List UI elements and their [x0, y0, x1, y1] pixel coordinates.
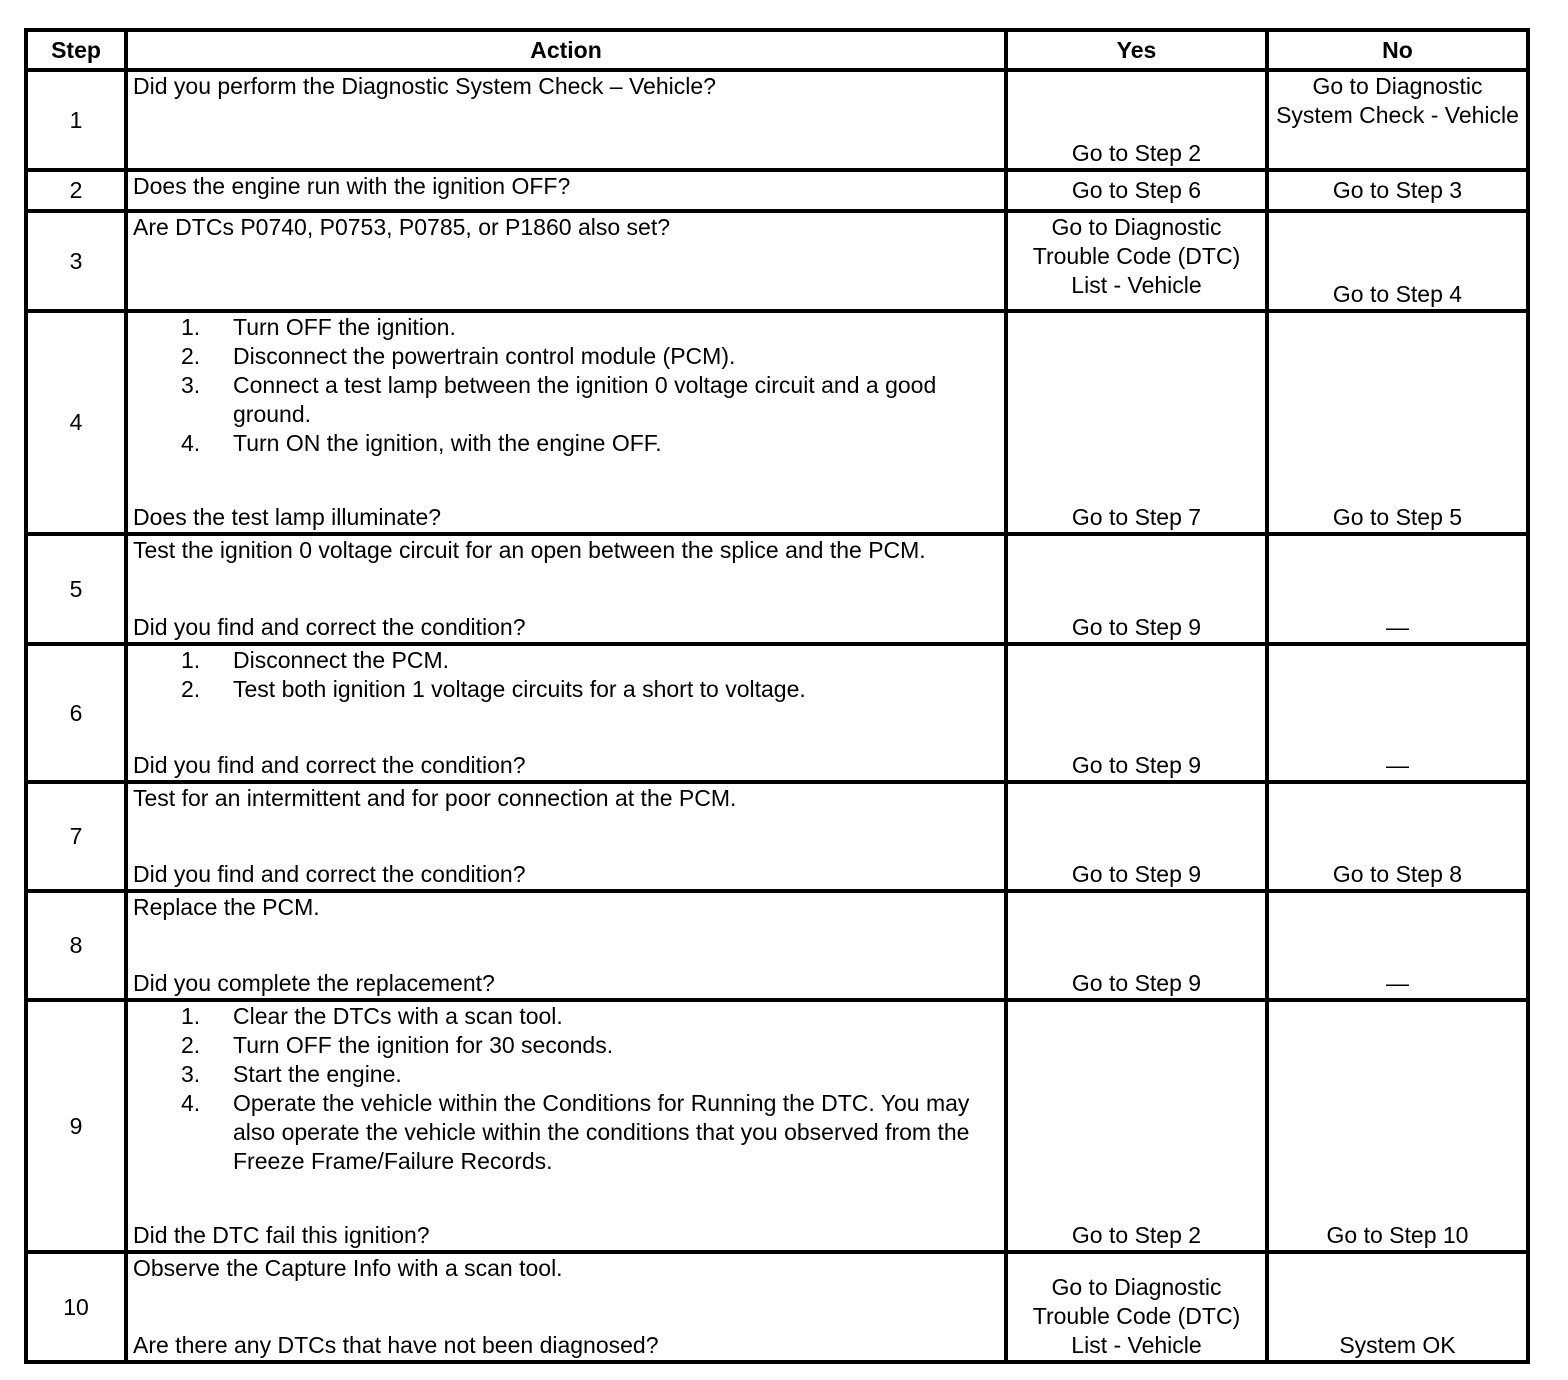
no-outcome: Go to Step 4 [1267, 211, 1528, 311]
action-text: Test for an intermittent and for poor connection at the PCM. [133, 785, 737, 811]
step-number: 2 [26, 170, 126, 211]
yes-outcome: Go to Step 9 [1006, 782, 1267, 891]
yes-outcome: Go to Step 6 [1006, 170, 1267, 211]
list-item-number: 1. [181, 314, 201, 340]
header-row [26, 30, 1528, 70]
table-row [26, 311, 1528, 534]
list-item-number: 2. [181, 1032, 201, 1058]
yes-outcome: Go to Step 9 [1006, 891, 1267, 1000]
action-cell [126, 891, 1006, 1000]
no-outcome: Go to Step 5 [1267, 311, 1528, 534]
no-outcome: — [1267, 891, 1528, 1000]
list-item [181, 313, 999, 342]
list-item-text: Turn OFF the ignition. [233, 314, 456, 340]
action-cell [126, 170, 1006, 211]
list-item-text: Disconnect the powertrain control module (PCM). [233, 343, 736, 369]
header-step: Step [26, 30, 126, 70]
step-number: 6 [26, 644, 126, 782]
action-cell [126, 782, 1006, 891]
action-cell [126, 644, 1006, 782]
diagnostic-table [24, 28, 1530, 1364]
action-cell [126, 311, 1006, 534]
step-number: 4 [26, 311, 126, 534]
header-no: No [1267, 30, 1528, 70]
table-row [26, 211, 1528, 311]
list-item [181, 1002, 999, 1031]
step-number: 5 [26, 534, 126, 644]
no-outcome: Go to Step 8 [1267, 782, 1528, 891]
table-row [26, 782, 1528, 891]
action-text: Did you perform the Diagnostic System Check – Vehicle? [133, 73, 716, 99]
list-item-text: Start the engine. [233, 1061, 402, 1087]
action-question: Did you find and correct the condition? [133, 752, 526, 778]
action-text: Test the ignition 0 voltage circuit for an open between the splice and the PCM. [133, 537, 926, 563]
action-question: Did you find and correct the condition? [133, 614, 526, 640]
table-row [26, 891, 1528, 1000]
yes-outcome: Go to Step 2 [1006, 70, 1267, 170]
header-yes: Yes [1006, 30, 1267, 70]
action-steps-list [133, 1002, 999, 1176]
yes-outcome: Go to Step 9 [1006, 644, 1267, 782]
table-body [26, 70, 1528, 1362]
list-item-text: Turn OFF the ignition for 30 seconds. [233, 1032, 614, 1058]
action-question: Does the test lamp illuminate? [133, 504, 442, 530]
no-outcome: — [1267, 534, 1528, 644]
action-question: Did the DTC fail this ignition? [133, 1222, 430, 1248]
no-outcome: — [1267, 644, 1528, 782]
yes-outcome: Go to Diagnostic Trouble Code (DTC) List - Vehicle [1006, 1252, 1267, 1362]
action-steps-list [133, 313, 999, 458]
list-item [181, 342, 999, 371]
list-item-text: Disconnect the PCM. [233, 647, 450, 673]
action-question: Are there any DTCs that have not been diagnosed? [133, 1332, 659, 1358]
action-cell [126, 211, 1006, 311]
list-item [181, 1060, 999, 1089]
table-row [26, 1252, 1528, 1362]
list-item-text: Turn ON the ignition, with the engine OFF. [233, 430, 662, 456]
list-item-number: 3. [181, 1061, 201, 1087]
list-item-number: 1. [181, 1003, 201, 1029]
yes-outcome: Go to Diagnostic Trouble Code (DTC) List - Vehicle [1006, 211, 1267, 311]
table-row [26, 70, 1528, 170]
list-item-number: 4. [181, 1090, 201, 1116]
step-number: 7 [26, 782, 126, 891]
list-item [181, 371, 999, 429]
action-cell [126, 1252, 1006, 1362]
list-item-text: Operate the vehicle within the Conditions for Running the DTC. You may also operate the vehicle within the conditions that you observed from the Freeze Frame/Failure Records. [233, 1090, 970, 1174]
list-item-number: 2. [181, 343, 201, 369]
table-row [26, 644, 1528, 782]
action-text: Does the engine run with the ignition OFF? [133, 173, 571, 199]
action-cell [126, 70, 1006, 170]
no-outcome: System OK [1267, 1252, 1528, 1362]
action-text: Replace the PCM. [133, 894, 320, 920]
list-item [181, 646, 999, 675]
action-steps-list [133, 646, 999, 704]
action-text: Are DTCs P0740, P0753, P0785, or P1860 also set? [133, 214, 670, 240]
action-cell [126, 1000, 1006, 1252]
action-text: Observe the Capture Info with a scan tool. [133, 1255, 563, 1281]
step-number: 1 [26, 70, 126, 170]
action-question: Did you complete the replacement? [133, 970, 495, 996]
no-outcome: Go to Step 3 [1267, 170, 1528, 211]
table-row [26, 534, 1528, 644]
list-item-number: 4. [181, 430, 201, 456]
header-action: Action [126, 30, 1006, 70]
table-row [26, 170, 1528, 211]
action-cell [126, 534, 1006, 644]
list-item-number: 2. [181, 676, 201, 702]
list-item-text: Clear the DTCs with a scan tool. [233, 1003, 563, 1029]
list-item [181, 675, 999, 704]
table-row [26, 1000, 1528, 1252]
list-item-number: 3. [181, 372, 201, 398]
step-number: 8 [26, 891, 126, 1000]
no-outcome: Go to Diagnostic System Check - Vehicle [1267, 70, 1528, 170]
step-number: 10 [26, 1252, 126, 1362]
step-number: 9 [26, 1000, 126, 1252]
action-question: Did you find and correct the condition? [133, 861, 526, 887]
list-item [181, 1031, 999, 1060]
list-item-text: Test both ignition 1 voltage circuits for a short to voltage. [233, 676, 806, 702]
yes-outcome: Go to Step 9 [1006, 534, 1267, 644]
list-item [181, 429, 999, 458]
list-item [181, 1089, 999, 1176]
list-item-text: Connect a test lamp between the ignition 0 voltage circuit and a good ground. [233, 372, 937, 427]
yes-outcome: Go to Step 2 [1006, 1000, 1267, 1252]
no-outcome: Go to Step 10 [1267, 1000, 1528, 1252]
yes-outcome: Go to Step 7 [1006, 311, 1267, 534]
list-item-number: 1. [181, 647, 201, 673]
step-number: 3 [26, 211, 126, 311]
